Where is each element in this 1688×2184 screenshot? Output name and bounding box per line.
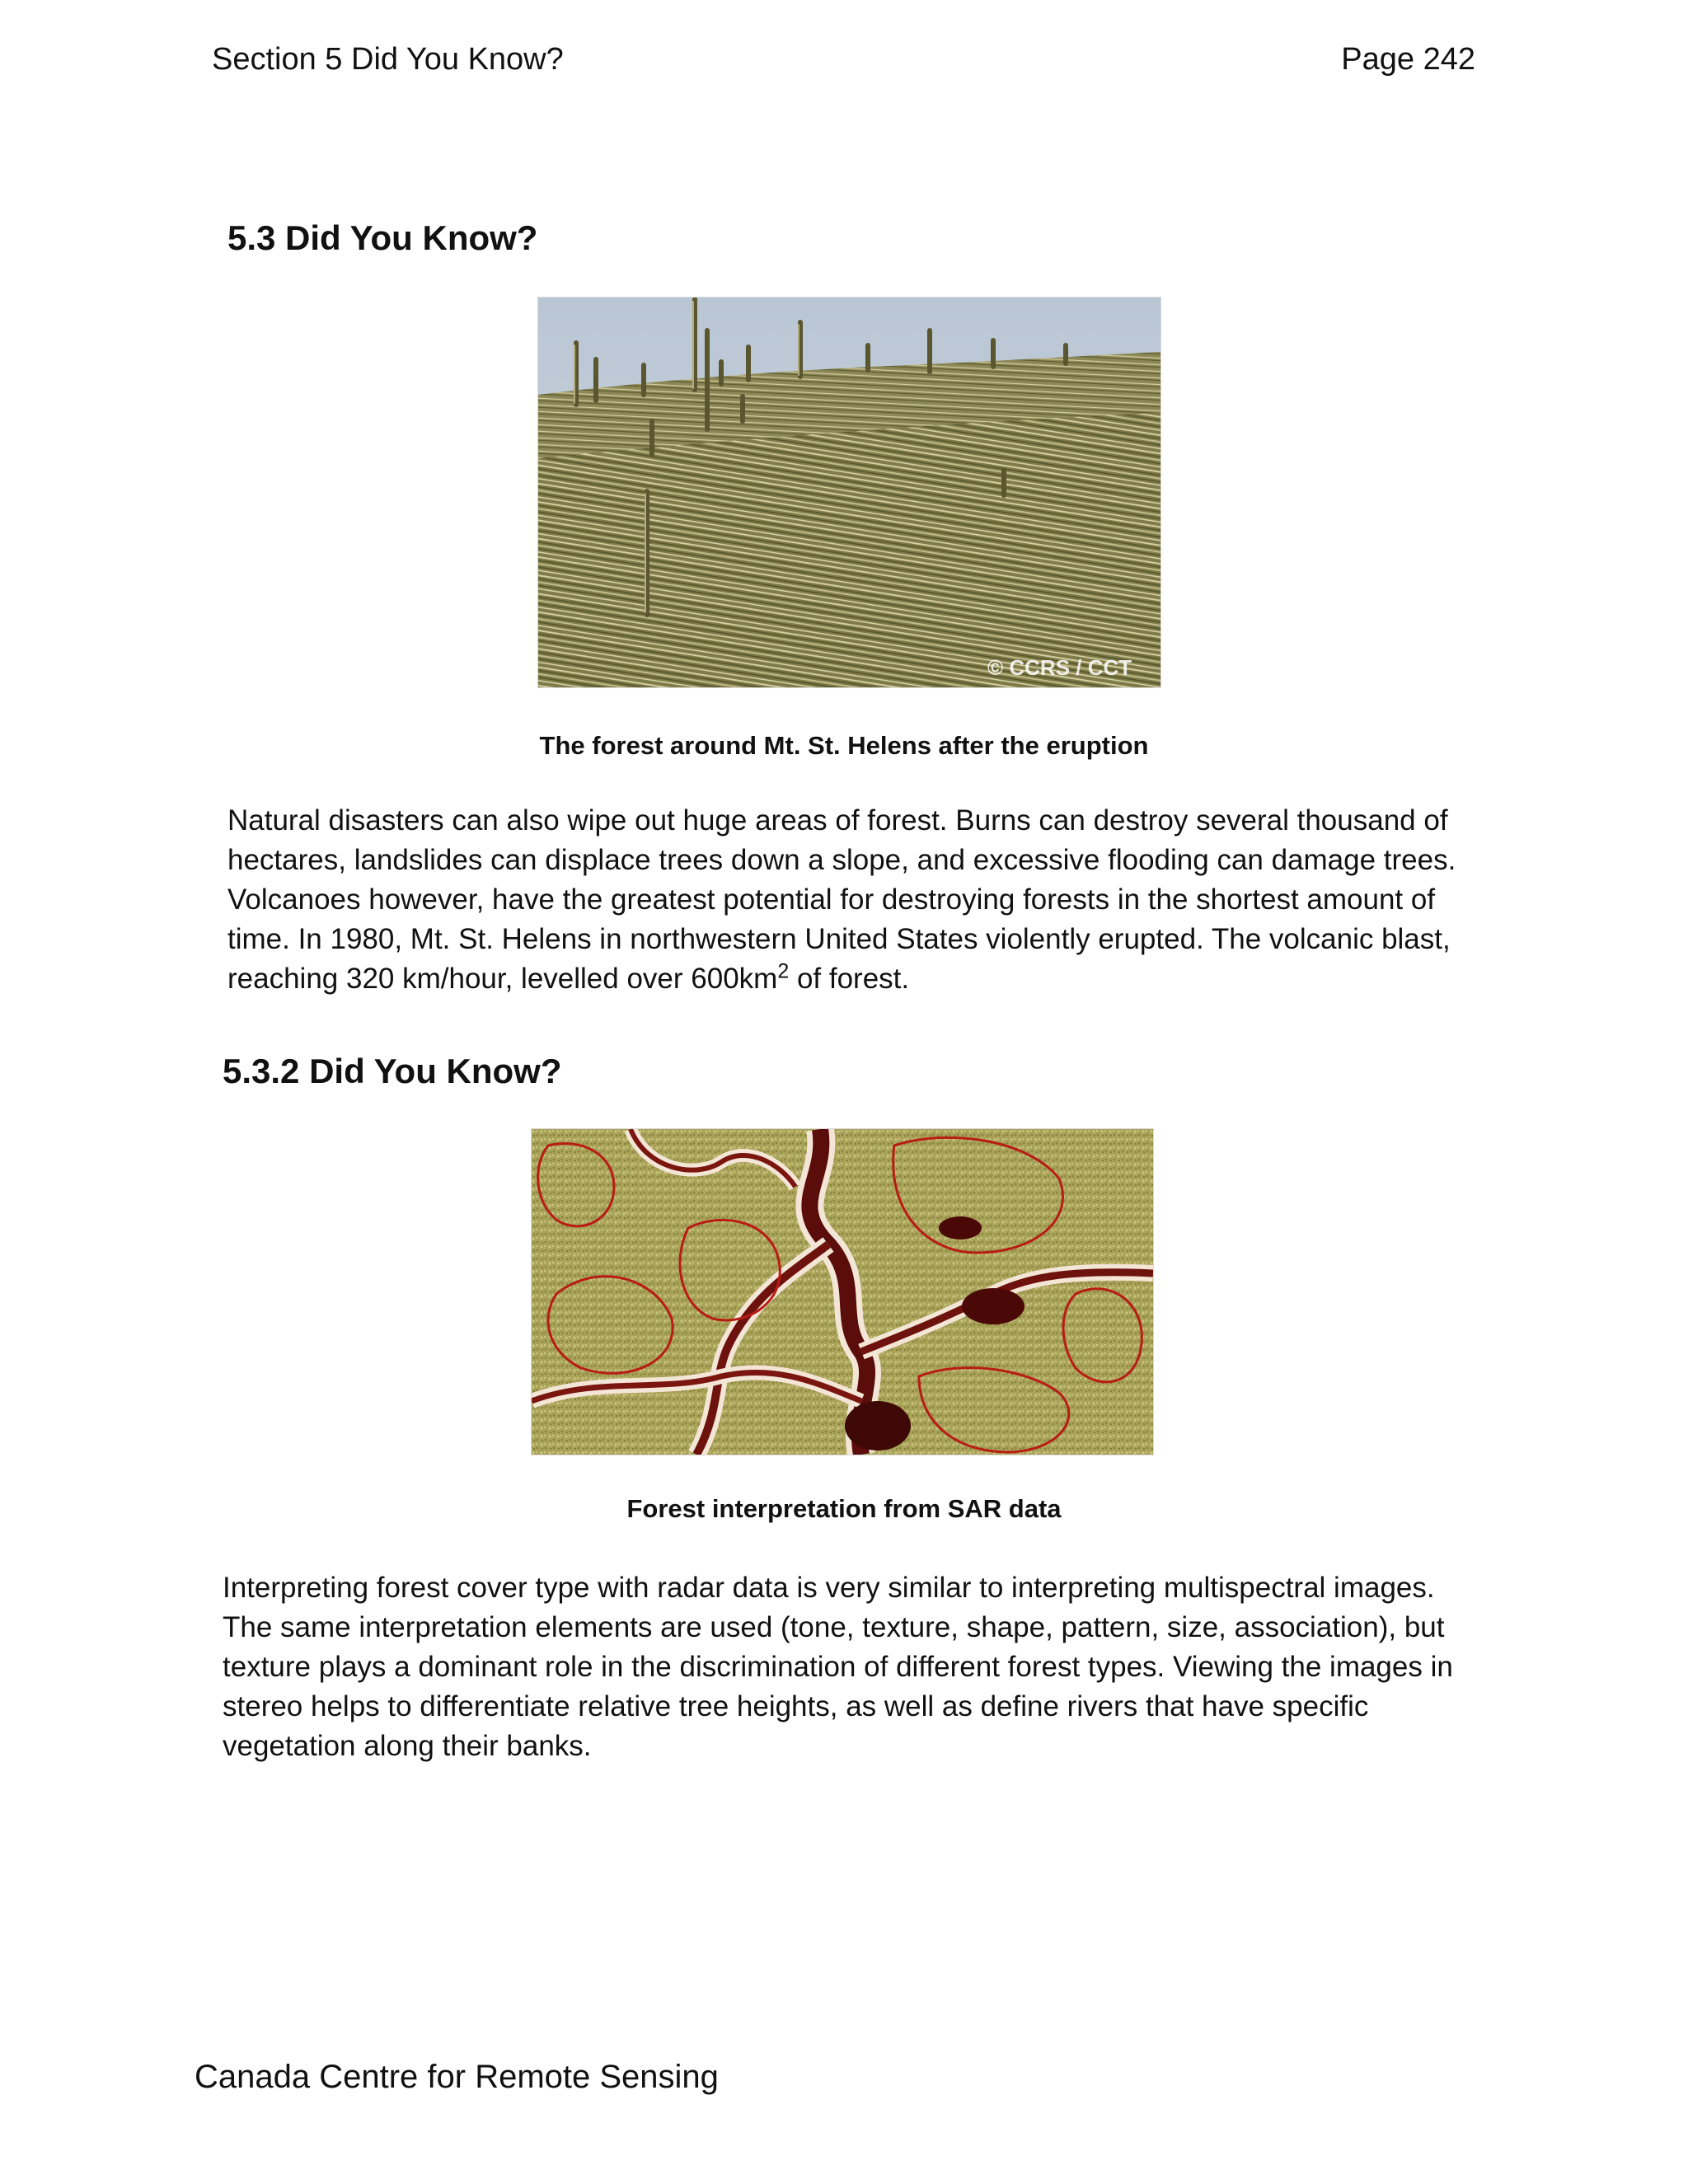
figure-caption-mt-st-helens: The forest around Mt. St. Helens after the eruption	[539, 731, 1149, 760]
running-header-section: Section 5 Did You Know?	[212, 42, 564, 77]
paragraph-radar-interpretation: Interpreting forest cover type with radar data is very similar to interpreting multispectral images. The same interpretation elements are used (tone, texture, shape, pattern, size, association), but texture plays a dominant role in the discrimination of different forest types. Viewing the images in stereo helps to differentiate relative tree heights, as well as define rivers that have specific vegetation along their banks.	[223, 1572, 1453, 1762]
figure-sar-forest-interpretation-map	[531, 1128, 1154, 1455]
superscript-squared: 2	[777, 959, 790, 983]
running-header-page-number: Page 242	[1341, 42, 1475, 77]
footer-organization: Canada Centre for Remote Sensing	[195, 2059, 719, 2095]
paragraph-natural-disasters	[227, 801, 1480, 999]
paragraph-natural-disasters-end: of forest.	[789, 963, 910, 995]
figure-watermark-text: © CCRS / CCT	[987, 655, 1132, 680]
section-heading-5-3-2: 5.3.2 Did You Know?	[223, 1052, 562, 1090]
paragraph-natural-disasters-text: Natural disasters can also wipe out huge areas of forest. Burns can destroy several thousand of hectares, landslides can displace trees down a slope, and excessive flooding can damage trees. Volcanoes however, have the greatest potential for destroying forests in the shortest amount of time. In 1980, Mt. St. Helens in northwestern United States violently erupted. The volcanic blast, reaching 320 km/hour, levelled over 600km	[227, 804, 1456, 995]
section-heading-5-3: 5.3 Did You Know?	[227, 218, 538, 257]
figure-caption-sar-data: Forest interpretation from SAR data	[626, 1494, 1062, 1523]
figure-flattened-forest-photo	[537, 297, 1161, 688]
